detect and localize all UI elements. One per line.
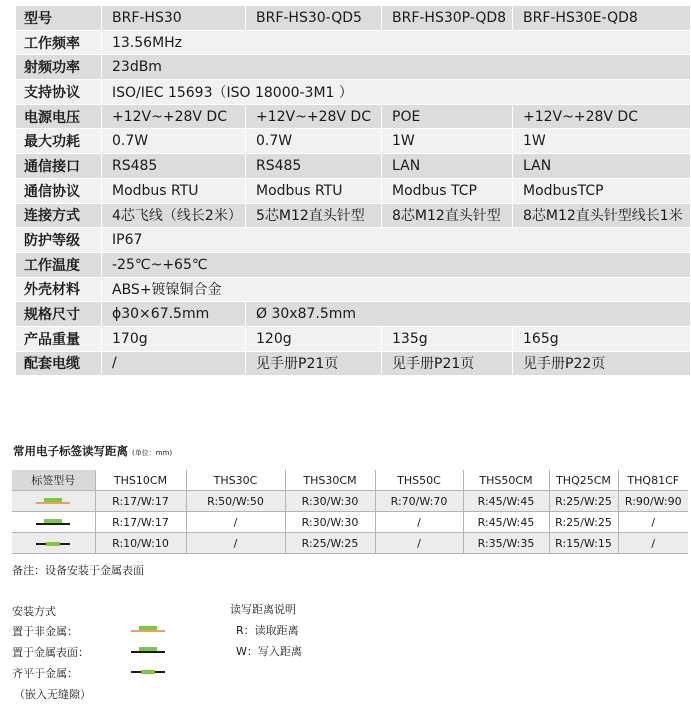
spec-cell: POE [382, 105, 513, 129]
spec-cell: 170g [102, 327, 246, 351]
spec-model-header: BRF-HS30P-QD8 [382, 6, 513, 30]
spec-row-label: 通信接口 [16, 154, 102, 178]
spec-cell: 4芯飞线（线长2米） [102, 204, 246, 228]
distance-cell: / [186, 512, 285, 533]
spec-row-label: 产品重量 [16, 327, 102, 351]
spec-row [16, 179, 690, 203]
spec-row [16, 204, 690, 228]
read-distance-unit: (单位：mm) [132, 449, 173, 457]
spec-cell: 120g [246, 327, 382, 351]
spec-model-header: BRF-HS30E-QD8 [513, 6, 690, 30]
tag-model-column: THS50CM [463, 470, 549, 491]
spec-row-label: 连接方式 [16, 204, 102, 228]
spec-cell: 1W [513, 129, 690, 153]
spec-cell: 8芯M12直头针型 [382, 204, 513, 228]
spec-cell: -25℃~+65℃ [102, 253, 690, 277]
read-distance-header-row [12, 470, 688, 491]
tag-model-column: THQ25CM [549, 470, 618, 491]
spec-cell: 0.7W [246, 129, 382, 153]
spec-cell: ABS+镀镍铜合金 [102, 278, 690, 302]
distance-cell: / [618, 533, 688, 554]
spec-header-label: 型号 [16, 6, 102, 30]
install-flush-metal-label: 齐平于金属： [12, 667, 78, 680]
non-metal-mount-icon [36, 498, 70, 506]
legend-title: 读写距离说明 [230, 603, 296, 616]
spec-row [16, 55, 690, 79]
distance-cell: R:10/W:10 [95, 533, 186, 554]
non-metal-mount-icon [131, 626, 165, 634]
spec-cell: RS485 [102, 154, 246, 178]
spec-cell: ISO/IEC 15693（ISO 18000-3M1 ） [102, 80, 690, 104]
tag-model-column: THS50C [375, 470, 463, 491]
spec-cell: +12V~+28V DC [246, 105, 382, 129]
spec-cell: 135g [382, 327, 513, 351]
tag-model-column: THQ81CF [618, 470, 688, 491]
spec-model-header: BRF-HS30 [102, 6, 246, 30]
spec-row [16, 327, 690, 351]
mount-type-cell [12, 533, 95, 554]
distance-cell: / [618, 512, 688, 533]
spec-header-row [16, 6, 690, 30]
spec-cell: RS485 [246, 154, 382, 178]
spec-cell: 见手册P21页 [246, 352, 382, 376]
spec-row [16, 80, 690, 104]
spec-row [16, 352, 690, 376]
spec-cell: 23dBm [102, 55, 690, 79]
distance-cell: R:70/W:70 [375, 491, 463, 512]
spec-cell: Modbus TCP [382, 179, 513, 203]
metal-surface-mount-icon [36, 519, 70, 527]
spec-row-label: 工作频率 [16, 31, 102, 55]
install-non-metal-label: 置于非金属： [12, 625, 78, 638]
read-distance-title [13, 443, 172, 459]
flush-metal-mount-icon [36, 540, 70, 548]
distance-cell: / [375, 512, 463, 533]
spec-row [16, 129, 690, 153]
read-distance-title-text: 常用电子标签读写距离 [13, 444, 128, 458]
spec-cell: +12V~+28V DC [102, 105, 246, 129]
distance-cell: R:25/W:25 [285, 533, 375, 554]
metal-surface-mount-icon [131, 647, 165, 655]
spec-row [16, 228, 690, 252]
spec-cell: / [102, 352, 246, 376]
spec-cell: 1W [382, 129, 513, 153]
spec-row-label: 配套电缆 [16, 352, 102, 376]
spec-row-label: 支持协议 [16, 80, 102, 104]
spec-row-label: 射频功率 [16, 55, 102, 79]
install-metal-surface-label: 置于金属表面： [12, 646, 89, 659]
spec-row-label: 规格尺寸 [16, 302, 102, 326]
spec-cell: 5芯M12直头针型 [246, 204, 382, 228]
distance-cell: R:30/W:30 [285, 512, 375, 533]
spec-row-label: 电源电压 [16, 105, 102, 129]
spec-cell: 见手册P21页 [382, 352, 513, 376]
spec-row [16, 302, 690, 326]
spec-cell: +12V~+28V DC [513, 105, 690, 129]
install-title: 安装方式 [12, 605, 56, 618]
tag-model-column: THS30CM [285, 470, 375, 491]
legend-read: R：读取距离 [236, 624, 299, 637]
distance-cell: R:35/W:35 [463, 533, 549, 554]
spec-cell: IP67 [102, 228, 690, 252]
spec-model-header: BRF-HS30-QD5 [246, 6, 382, 30]
spec-row [16, 253, 690, 277]
spec-cell: ɸ30×67.5mm [102, 302, 246, 326]
spec-cell: ModbusTCP [513, 179, 690, 203]
spec-row-label: 通信协议 [16, 179, 102, 203]
mount-type-cell [12, 512, 95, 533]
flush-metal-mount-icon [131, 668, 165, 676]
legend-write: W：写入距离 [236, 645, 302, 658]
distance-cell: / [375, 533, 463, 554]
spec-cell: Modbus RTU [246, 179, 382, 203]
mount-type-cell [12, 491, 95, 512]
spec-table [16, 5, 690, 376]
spec-cell: LAN [513, 154, 690, 178]
spec-cell: 0.7W [102, 129, 246, 153]
tag-model-header: 标签型号 [12, 470, 95, 491]
spec-cell: 8芯M12直头针型线长1米 [513, 204, 690, 228]
distance-cell: R:45/W:45 [463, 491, 549, 512]
spec-cell: 见手册P22页 [513, 352, 690, 376]
spec-row [16, 31, 690, 55]
spec-row-label: 最大功耗 [16, 129, 102, 153]
spec-cell: 165g [513, 327, 690, 351]
spec-cell: LAN [382, 154, 513, 178]
spec-row [16, 105, 690, 129]
read-distance-row [12, 533, 688, 554]
install-flush-note: （嵌入无缝隙） [14, 688, 91, 701]
distance-cell: / [186, 533, 285, 554]
spec-cell: Modbus RTU [102, 179, 246, 203]
remark-note: 备注：设备安装于金属表面 [12, 564, 144, 577]
distance-cell: R:50/W:50 [186, 491, 285, 512]
read-distance-row [12, 491, 688, 512]
distance-cell: R:17/W:17 [95, 512, 186, 533]
read-distance-row [12, 512, 688, 533]
distance-cell: R:25/W:25 [549, 491, 618, 512]
spec-row [16, 154, 690, 178]
distance-cell: R:30/W:30 [285, 491, 375, 512]
distance-cell: R:15/W:15 [549, 533, 618, 554]
spec-row [16, 278, 690, 302]
distance-cell: R:45/W:45 [463, 512, 549, 533]
distance-cell: R:25/W:25 [549, 512, 618, 533]
tag-model-column: THS30C [186, 470, 285, 491]
distance-cell: R:90/W:90 [618, 491, 688, 512]
spec-cell: 13.56MHz [102, 31, 690, 55]
distance-cell: R:17/W:17 [95, 491, 186, 512]
spec-row-label: 工作温度 [16, 253, 102, 277]
spec-row-label: 防护等级 [16, 228, 102, 252]
spec-row-label: 外壳材料 [16, 278, 102, 302]
spec-cell: Ø 30x87.5mm [246, 302, 690, 326]
tag-model-column: THS10CM [95, 470, 186, 491]
read-distance-table [12, 470, 688, 554]
